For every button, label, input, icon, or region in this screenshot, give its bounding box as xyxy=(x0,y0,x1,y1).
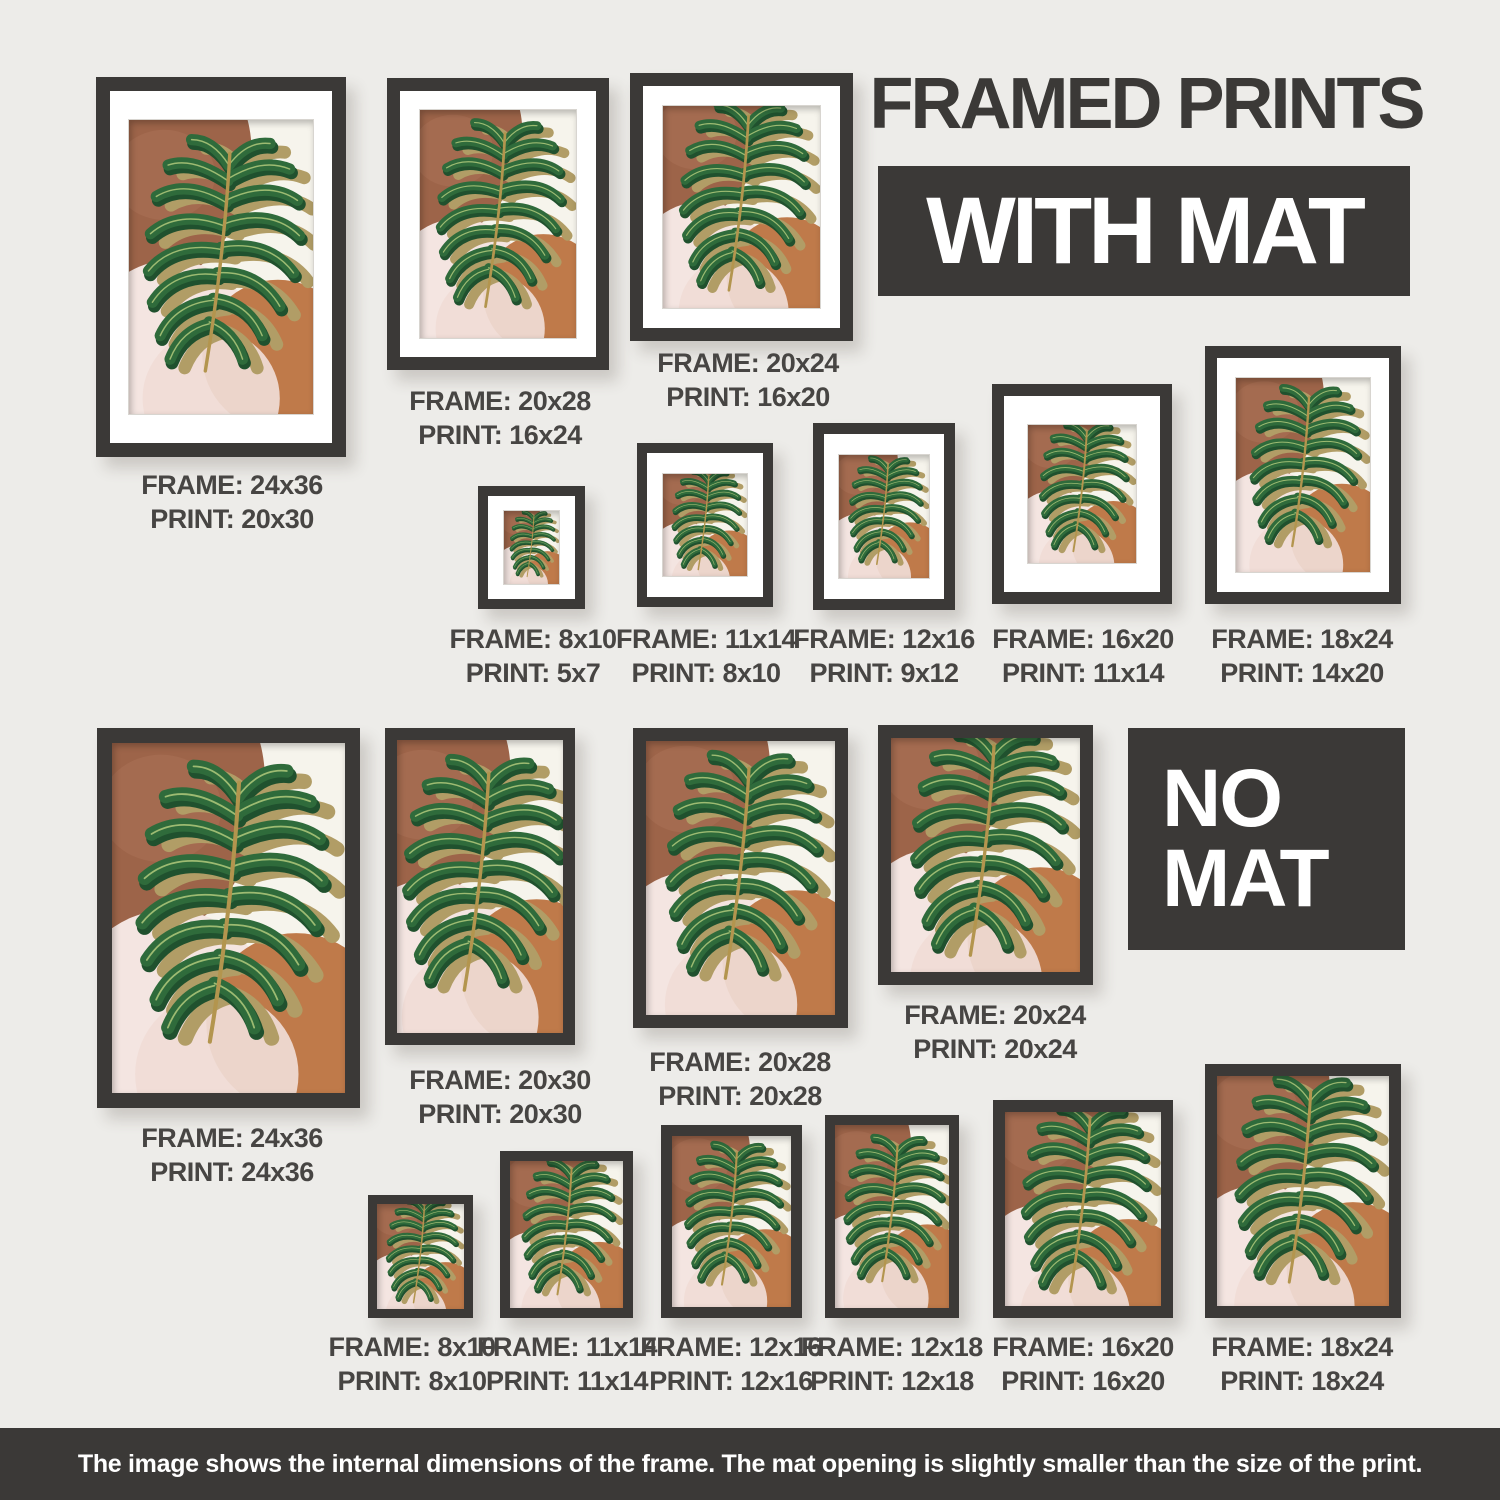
framed-print-no-mat-12x18 xyxy=(825,1115,959,1318)
size-caption-no-mat-20x24 xyxy=(815,998,1175,1066)
mat-window xyxy=(1028,425,1136,563)
monstera-artwork xyxy=(397,740,563,1033)
frame-size-label: FRAME: 20x28 xyxy=(409,386,591,416)
framed-print-no-mat-11x14 xyxy=(500,1151,633,1318)
mat-window xyxy=(129,120,313,414)
no-mat-banner xyxy=(1128,728,1405,950)
framed-print-no-mat-12x16 xyxy=(661,1125,802,1318)
monstera-artwork xyxy=(663,474,747,576)
size-caption-with-mat-20x24 xyxy=(568,346,928,414)
framed-print-with-mat-12x16 xyxy=(813,423,955,610)
framed-print-no-mat-16x20 xyxy=(993,1100,1173,1318)
framed-print-with-mat-20x28 xyxy=(387,78,609,370)
print-size-label: PRINT: 16x20 xyxy=(1001,1366,1165,1396)
print-size-label: PRINT: 14x20 xyxy=(1220,658,1384,688)
framed-print-no-mat-24x36 xyxy=(97,728,360,1108)
size-caption-with-mat-18x24 xyxy=(1122,622,1482,690)
monstera-artwork xyxy=(504,511,559,584)
size-caption-no-mat-18x24 xyxy=(1122,1330,1482,1398)
monstera-artwork xyxy=(1028,425,1136,563)
frame-size-label: FRAME: 20x24 xyxy=(904,1000,1086,1030)
print-size-label: PRINT: 12x16 xyxy=(649,1366,813,1396)
print-window xyxy=(377,1204,464,1309)
frame-size-label: FRAME: 24x36 xyxy=(141,470,323,500)
framed-print-with-mat-11x14 xyxy=(637,443,773,607)
monstera-artwork xyxy=(891,738,1080,972)
print-window xyxy=(397,740,563,1033)
framed-print-with-mat-18x24 xyxy=(1205,346,1401,604)
print-size-label: PRINT: 16x24 xyxy=(418,420,582,450)
size-caption-no-mat-24x36 xyxy=(52,1121,412,1189)
frame-size-label: FRAME: 20x30 xyxy=(409,1065,591,1095)
monstera-artwork xyxy=(377,1204,464,1309)
print-size-label: PRINT: 18x24 xyxy=(1220,1366,1384,1396)
print-size-label: PRINT: 12x18 xyxy=(810,1366,974,1396)
mat-window xyxy=(839,455,929,578)
print-size-label: PRINT: 16x20 xyxy=(666,382,830,412)
mat-window xyxy=(504,511,559,584)
print-size-label: PRINT: 24x36 xyxy=(150,1157,314,1187)
monstera-artwork xyxy=(1005,1112,1161,1306)
monstera-artwork xyxy=(663,106,820,308)
framed-print-no-mat-20x28 xyxy=(633,728,848,1028)
monstera-artwork xyxy=(112,743,345,1093)
print-window xyxy=(891,738,1080,972)
frame-size-label: FRAME: 11x14 xyxy=(476,1332,658,1362)
print-window xyxy=(835,1125,949,1308)
size-caption-with-mat-24x36 xyxy=(52,468,412,536)
print-size-label: PRINT: 11x14 xyxy=(1001,658,1165,688)
with-mat-banner-label: WITH MAT xyxy=(926,177,1362,284)
print-size-label: PRINT: 20x30 xyxy=(150,504,314,534)
print-window xyxy=(112,743,345,1093)
monstera-artwork xyxy=(1217,1076,1389,1306)
framed-print-with-mat-20x24 xyxy=(630,73,853,341)
mat-window xyxy=(420,110,576,338)
print-size-label: PRINT: 20x28 xyxy=(658,1081,822,1111)
print-window xyxy=(510,1161,623,1308)
mat-window xyxy=(663,106,820,308)
print-size-label: PRINT: 8x10 xyxy=(337,1366,487,1396)
with-mat-banner xyxy=(878,166,1410,296)
frame-size-label: FRAME: 16x20 xyxy=(992,624,1174,654)
frame-size-label: FRAME: 11x14 xyxy=(615,624,797,654)
monstera-artwork xyxy=(1236,378,1370,572)
framed-print-with-mat-16x20 xyxy=(992,384,1172,604)
mat-window xyxy=(663,474,747,576)
monstera-artwork xyxy=(510,1161,623,1308)
frame-size-label: FRAME: 16x20 xyxy=(992,1332,1174,1362)
print-size-label: PRINT: 5x7 xyxy=(465,658,601,688)
print-window xyxy=(1005,1112,1161,1306)
frame-size-label: FRAME: 18x24 xyxy=(1211,624,1393,654)
framed-print-with-mat-24x36 xyxy=(96,77,346,457)
print-size-label: PRINT: 8x10 xyxy=(631,658,781,688)
frame-size-label: FRAME: 24x36 xyxy=(141,1123,323,1153)
print-size-label: PRINT: 11x14 xyxy=(485,1366,649,1396)
framed-print-no-mat-8x10 xyxy=(368,1195,473,1318)
monstera-artwork xyxy=(420,110,576,338)
monstera-artwork xyxy=(129,120,313,414)
monstera-artwork xyxy=(839,455,929,578)
footer-note: The image shows the internal dimensions of the frame. The mat opening is slightly smaller than the size of the print. xyxy=(77,1449,1423,1478)
frame-size-label: FRAME: 20x24 xyxy=(657,348,839,378)
frame-size-label: FRAME: 8x10 xyxy=(328,1332,496,1362)
print-window xyxy=(646,741,835,1015)
frame-size-label: FRAME: 12x16 xyxy=(793,624,975,654)
monstera-artwork xyxy=(646,741,835,1015)
frame-size-label: FRAME: 12x16 xyxy=(640,1332,822,1362)
print-window xyxy=(672,1136,791,1307)
frame-size-label: FRAME: 12x18 xyxy=(801,1332,983,1362)
monstera-artwork xyxy=(672,1136,791,1307)
frame-size-label: FRAME: 18x24 xyxy=(1211,1332,1393,1362)
frame-size-label: FRAME: 8x10 xyxy=(449,624,617,654)
no-mat-banner-line2: MAT xyxy=(1162,833,1328,924)
print-size-label: PRINT: 20x30 xyxy=(418,1099,582,1129)
framed-print-no-mat-20x24 xyxy=(878,725,1093,985)
no-mat-banner-line1: NO xyxy=(1162,753,1281,845)
page-title: FRAMED PRINTS xyxy=(869,64,1423,144)
footer-note-bar xyxy=(0,1428,1500,1500)
framed-print-no-mat-18x24 xyxy=(1205,1064,1401,1318)
framed-print-with-mat-8x10 xyxy=(478,486,585,609)
monstera-artwork xyxy=(835,1125,949,1308)
print-size-label: PRINT: 20x24 xyxy=(913,1034,1077,1064)
mat-window xyxy=(1236,378,1370,572)
print-size-label: PRINT: 9x12 xyxy=(809,658,959,688)
framed-print-no-mat-20x30 xyxy=(385,728,575,1045)
frame-size-label: FRAME: 20x28 xyxy=(649,1047,831,1077)
print-window xyxy=(1217,1076,1389,1306)
